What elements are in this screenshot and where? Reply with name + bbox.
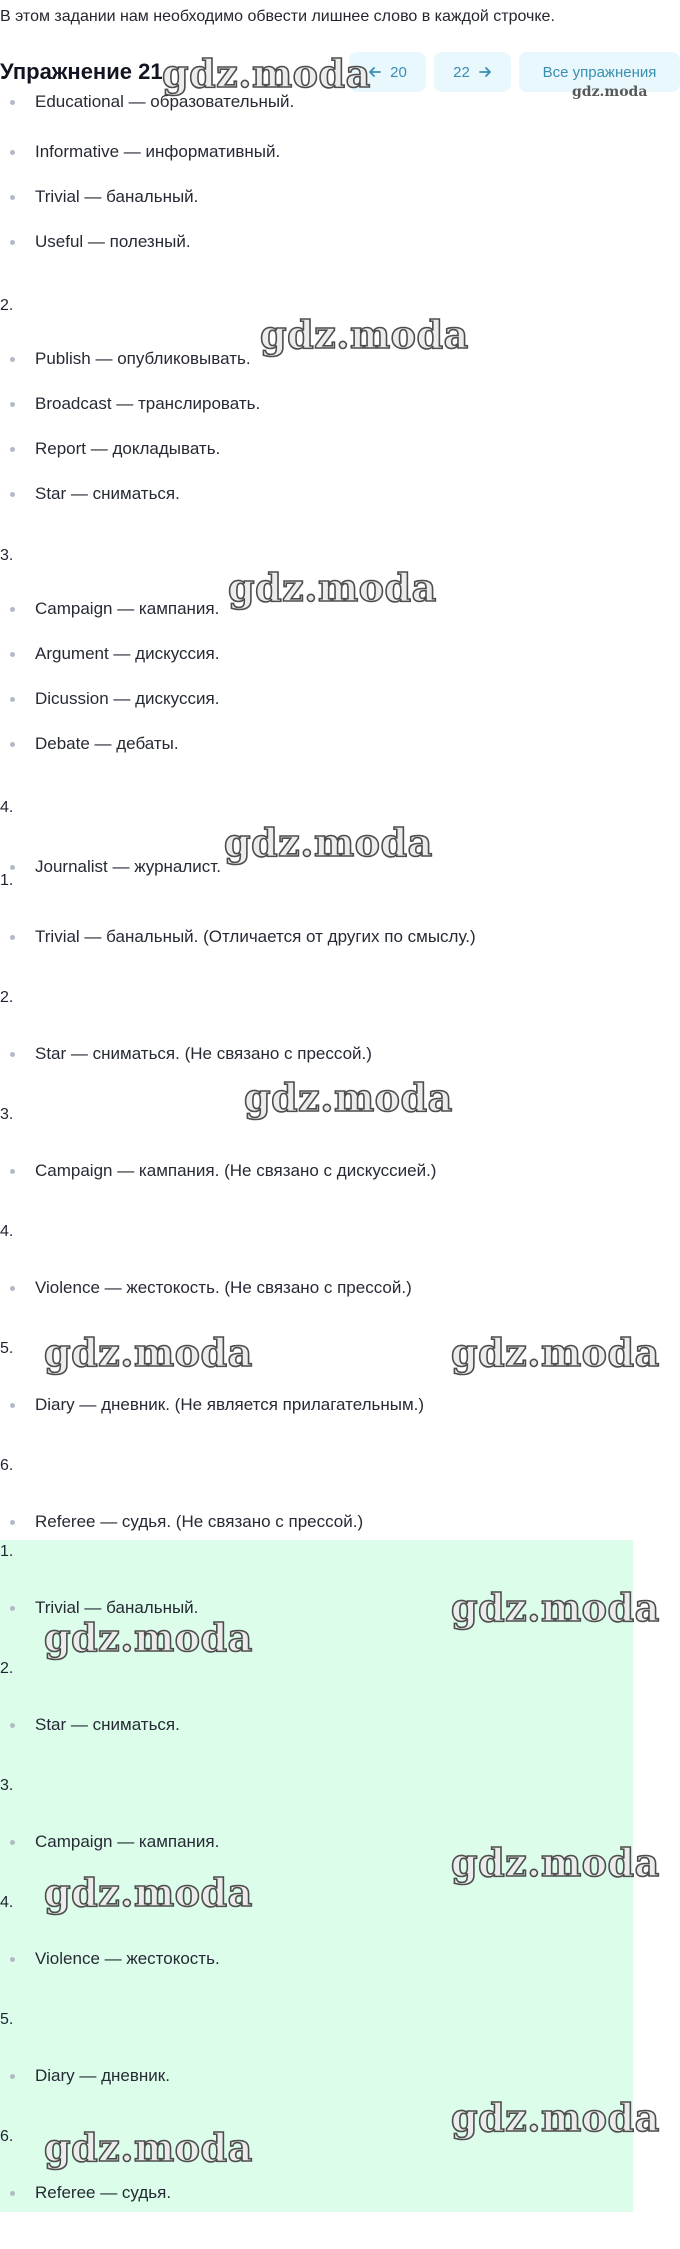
list-item: Publish — опубликовывать. [35,349,251,369]
answer-block [0,1540,633,2212]
list-item: Star — сниматься. (Не связано с прессой.) [35,1044,372,1064]
list-item: Star — сниматься. [35,484,180,504]
bullet [10,742,15,747]
arrow-left-icon [368,65,382,79]
item-number: 3. [0,1777,14,1794]
bullet [10,195,15,200]
watermark: gdz.moda [44,1330,253,1375]
list-item: Journalist — журналист. [35,857,221,877]
bullet [10,1169,15,1174]
list-item: Educational — образовательный. [35,92,294,112]
watermark: gdz.moda [244,1075,453,1120]
next-exercise-button[interactable] [434,52,511,92]
watermark: gdz.moda [228,565,437,610]
bullet [10,1403,15,1408]
intro-text: В этом задании нам необходимо обвести лишнее слово в каждой строчке. [0,8,555,25]
next-exercise-label: 22 [453,63,470,81]
list-item: Campaign — кампания. [35,599,219,619]
list-item: Violence — жестокость. [35,1949,220,1969]
bullet [10,2191,15,2196]
all-exercises-button[interactable]: Все упражнения [519,52,680,92]
list-item: Trivial — банальный. [35,1598,198,1618]
bullet [10,100,15,105]
watermark: gdz.moda [451,1840,660,1885]
item-number: 6. [0,1457,14,1474]
list-item: Informative — информативный. [35,142,280,162]
list-item: Argument — дискуссия. [35,644,219,664]
item-number: 1. [0,872,14,889]
item-number: 2. [0,297,14,314]
watermark: gdz.moda [451,1585,660,1630]
bullet [10,1606,15,1611]
list-item: Useful — полезный. [35,232,191,252]
item-number: 6. [0,2128,14,2145]
list-item: Campaign — кампания. [35,1832,219,1852]
item-number: 2. [0,1660,14,1677]
bullet [10,1840,15,1845]
bullet [10,607,15,612]
list-item: Violence — жестокость. (Не связано с прессой.) [35,1278,412,1298]
list-item: Report — докладывать. [35,439,220,459]
list-item: Diary — дневник. [35,2066,170,2086]
bullet [10,402,15,407]
list-item: Diary — дневник. (Не является прилагательным.) [35,1395,424,1415]
bullet [10,1723,15,1728]
bullet [10,1286,15,1291]
item-number: 3. [0,1106,14,1123]
list-item: Referee — судья. (Не связано с прессой.) [35,1512,363,1532]
bullet [10,1957,15,1962]
watermark: gdz.moda [44,1870,253,1915]
item-number: 1. [0,1543,14,1560]
list-item: Campaign — кампания. (Не связано с дискуссией.) [35,1161,436,1181]
item-number: 5. [0,1340,14,1357]
bullet [10,1520,15,1525]
bullet [10,1052,15,1057]
watermark: gdz.moda [162,51,371,96]
watermark: gdz.moda [44,1615,253,1660]
list-item: Dicussion — дискуссия. [35,689,219,709]
list-item: Debate — дебаты. [35,734,179,754]
watermark: gdz.moda [451,2095,660,2140]
list-item: Broadcast — транслировать. [35,394,260,414]
bullet [10,240,15,245]
page-title: Упражнение 21 [0,59,163,84]
watermark: gdz.moda [451,1330,660,1375]
list-item: Star — сниматься. [35,1715,180,1735]
bullet [10,935,15,940]
prev-exercise-label: 20 [390,63,407,81]
bullet [10,697,15,702]
item-number: 4. [0,1223,14,1240]
arrow-right-icon [478,65,492,79]
item-number: 3. [0,547,14,564]
item-number: 2. [0,989,14,1006]
watermark: gdz.moda [260,312,469,357]
watermark-small: gdz.moda [572,84,648,100]
bullet [10,150,15,155]
item-number: 4. [0,799,14,816]
bullet [10,2074,15,2079]
bullet [10,492,15,497]
list-item: Trivial — банальный. (Отличается от других по смыслу.) [35,927,476,947]
list-item: Referee — судья. [35,2183,171,2203]
bullet [10,447,15,452]
prev-exercise-button[interactable] [349,52,426,92]
item-number: 4. [0,1894,14,1911]
list-item: Trivial — банальный. [35,187,198,207]
watermark: gdz.moda [44,2125,253,2170]
bullet [10,357,15,362]
item-number: 5. [0,2011,14,2028]
bullet [10,652,15,657]
watermark: gdz.moda [224,820,433,865]
bullet [10,865,15,870]
